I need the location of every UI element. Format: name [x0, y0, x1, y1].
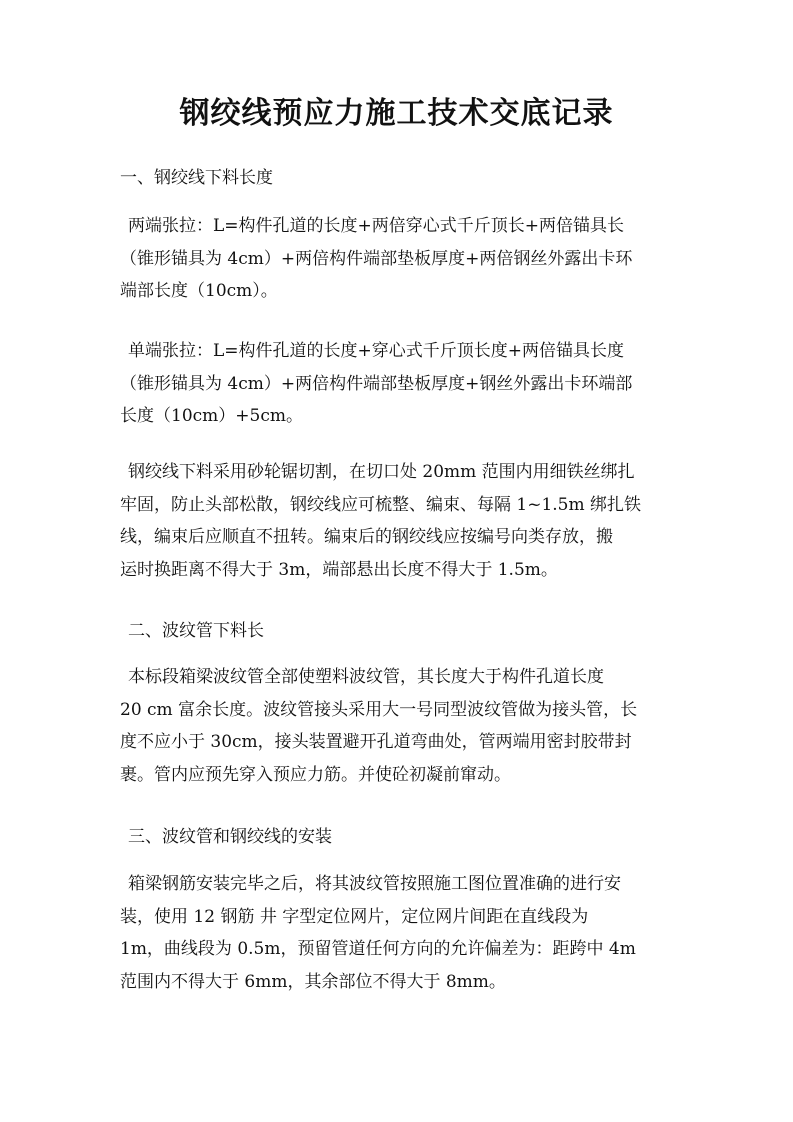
text-line: 牢固，防止头部松散，钢绞线应可梳整、编束、每隔 1~1.5m 绑扎铁 [120, 494, 642, 515]
text-line: 单端张拉：L=构件孔道的长度+穿心式千斤顶长度+两倍锚具长度 [128, 341, 625, 361]
text-line: 运时换距离不得大于 3m，端部悬出长度不得大于 1.5m。 [120, 559, 558, 580]
paragraph-corrugated-pipe [120, 661, 680, 791]
text-line: 范围内不得大于 6mm，其余部位不得大于 8mm。 [120, 971, 506, 992]
section-heading-3: 三、波纹管和钢绞线的安装 [128, 827, 332, 847]
text-line: （锥形锚具为 4cm）+两倍构件端部垫板厚度+钢丝外露出卡环端部 [120, 373, 633, 394]
text-line: 长度（10cm）+5cm。 [120, 406, 303, 426]
section-heading-2: 二、波纹管下料长 [128, 621, 264, 641]
text-line: 端部长度（10cm）。 [120, 281, 278, 301]
text-line: 本标段箱梁波纹管全部使塑料波纹管，其长度大于构件孔道长度 [128, 667, 604, 687]
paragraph-cutting [120, 456, 680, 586]
section-heading-1: 一、钢绞线下料长度 [120, 168, 273, 188]
text-line: 20 cm 富余长度。波纹管接头采用大一号同型波纹管做为接头管，长 [120, 699, 638, 720]
text-line: 裹。管内应预先穿入预应力筋。并使砼初凝前窜动。 [120, 764, 511, 785]
text-line: 装，使用 12 钢筋 井 字型定位网片，定位网片间距在直线段为 [120, 906, 589, 927]
text-line: 两端张拉：L=构件孔道的长度+两倍穿心式千斤顶长+两倍锚具长 [128, 216, 625, 236]
text-line: 线，编束后应顺直不扭转。编束后的钢绞线应按编号向类存放，搬 [120, 527, 613, 547]
paragraph-two-end-tension [120, 210, 680, 308]
text-line: 度不应小于 30cm，接头装置避开孔道弯曲处，管两端用密封胶带封 [120, 732, 632, 752]
paragraph-installation [120, 868, 680, 998]
text-line: 1m，曲线段为 0.5m，预留管道任何方向的允许偏差为：距跨中 4m [120, 939, 636, 959]
text-line: 箱梁钢筋安装完毕之后，将其波纹管按照施工图位置准确的进行安 [128, 874, 621, 894]
document-title: 钢绞线预应力施工技术交底记录 [179, 96, 614, 131]
paragraph-single-end-tension [120, 335, 680, 433]
text-line: （锥形锚具为 4cm）+两倍构件端部垫板厚度+两倍钢丝外露出卡环 [120, 248, 633, 269]
text-line: 钢绞线下料采用砂轮锯切割，在切口处 20mm 范围内用细铁丝绑扎 [128, 462, 635, 482]
